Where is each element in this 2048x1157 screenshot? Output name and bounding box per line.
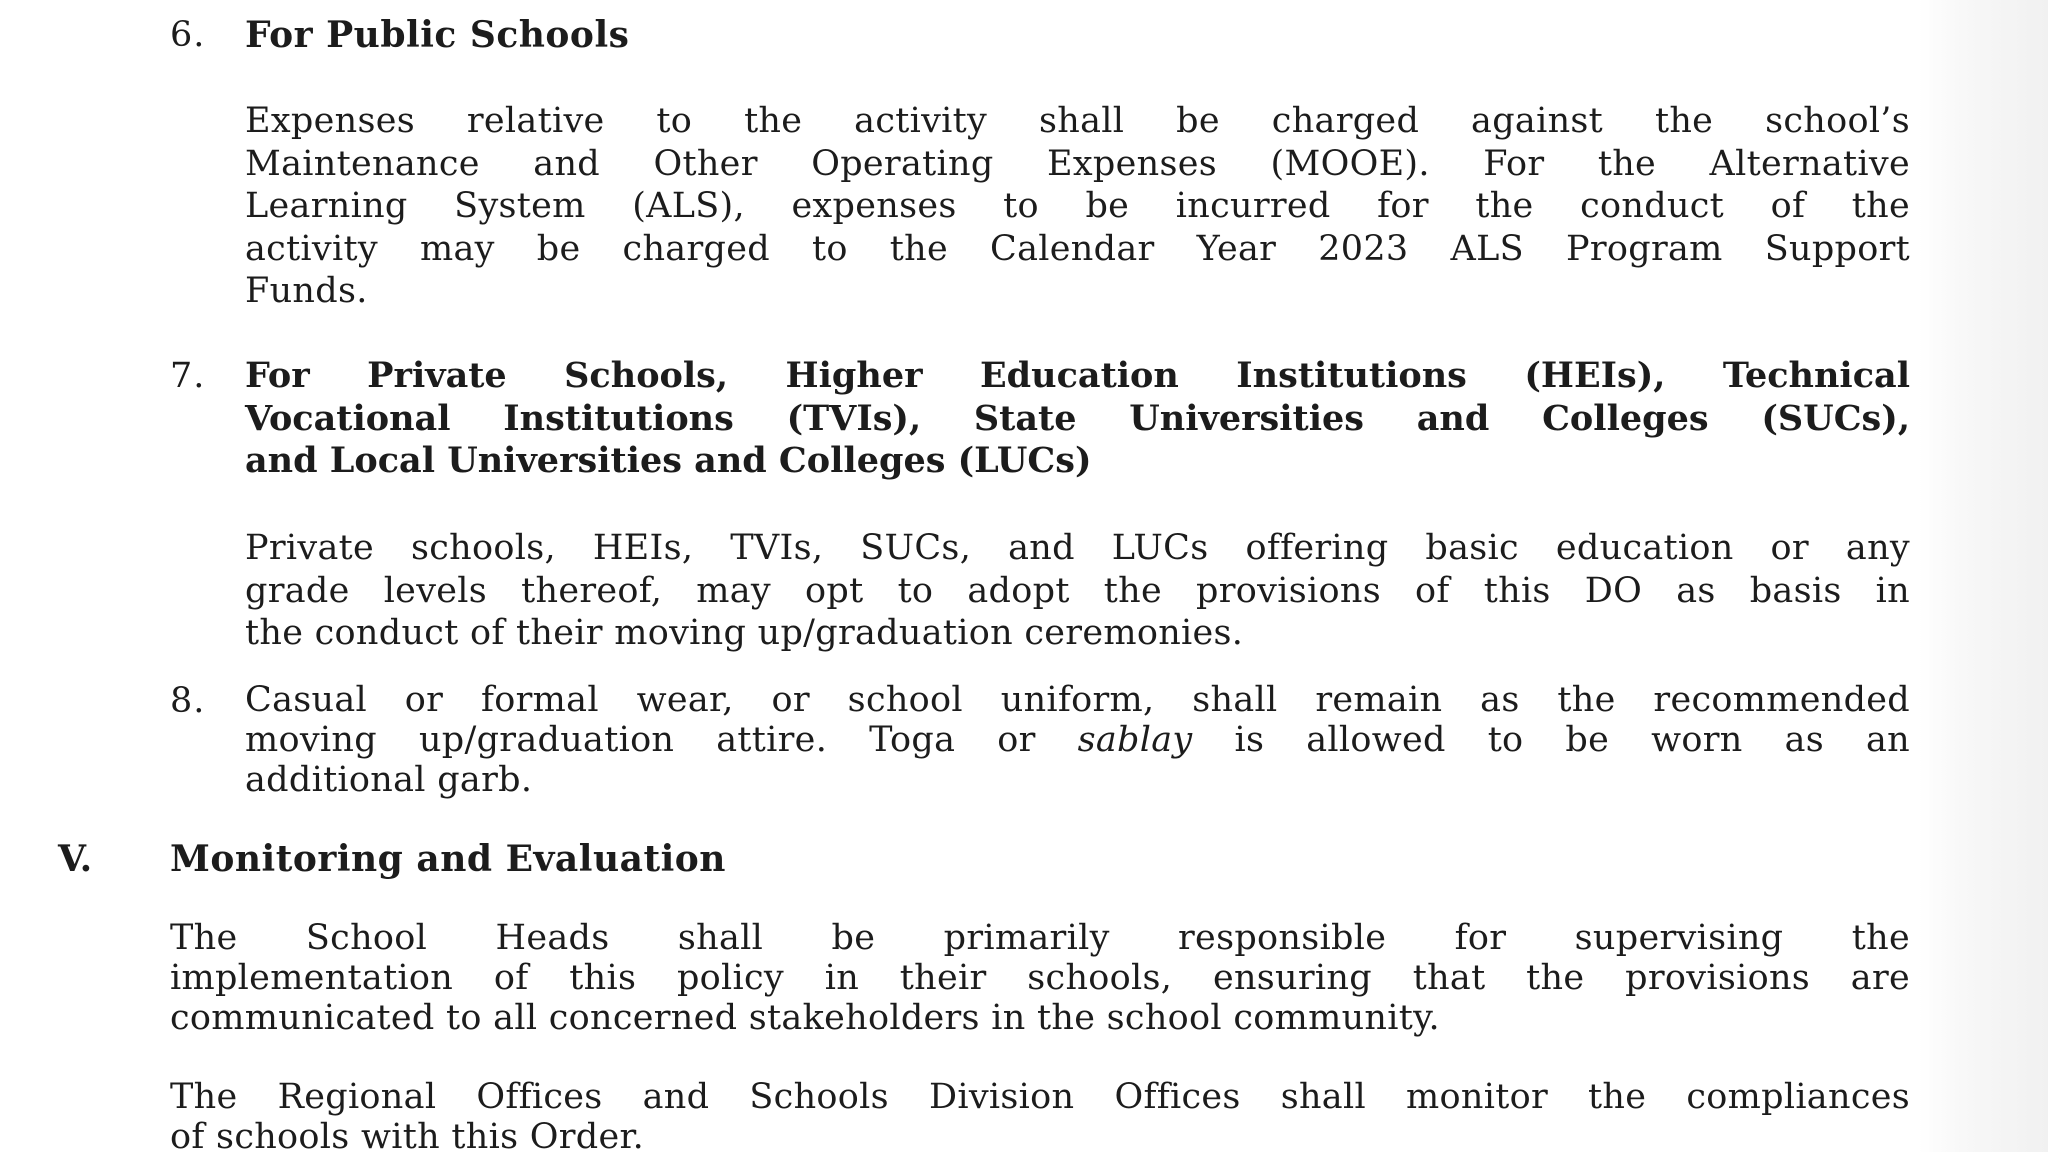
- item-7-heading: [245, 355, 1910, 483]
- item-8-line-text: moving up/graduation attire. Toga or: [245, 720, 1078, 760]
- item-6-line: Funds.: [245, 271, 368, 311]
- section-v-line: implementation of this policy in their schools, ensuring that the provisions are: [170, 958, 1910, 998]
- item-8-paragraph: [245, 680, 1910, 800]
- page-edge-shadow: [1918, 0, 2048, 1152]
- item-7-heading-line: and Local Universities and Colleges (LUCs): [245, 440, 1092, 481]
- item-6-line: activity may be charged to the Calendar Year 2023 ALS Program Support: [245, 228, 1910, 269]
- item-6-line: Learning System (ALS), expenses to be incurred for the conduct of the: [245, 186, 1910, 226]
- item-8-number: 8.: [170, 681, 206, 721]
- item-6-number: 6.: [170, 15, 206, 55]
- section-v-line: The School Heads shall be primarily responsible for supervising the: [170, 918, 1910, 958]
- item-8-line-text: is allowed to be worn as an: [1192, 720, 1910, 760]
- item-7-line: the conduct of their moving up/graduation ceremonies.: [245, 613, 1244, 653]
- item-8-italic-term: sablay: [1077, 720, 1193, 760]
- section-v-line: of schools with this Order.: [170, 1117, 645, 1157]
- section-v-heading: Monitoring and Evaluation: [170, 838, 726, 880]
- item-7-paragraph: [245, 527, 1910, 655]
- section-v-paragraph-2: [170, 1077, 1910, 1157]
- item-6-paragraph: [245, 100, 1910, 313]
- item-8-line: [245, 720, 1910, 760]
- item-6-line: Expenses relative to the activity shall be charged against the school’s: [245, 101, 1910, 141]
- item-6-line: Maintenance and Other Operating Expenses (MOOE). For the Alternative: [245, 143, 1910, 184]
- section-v-line: communicated to all concerned stakeholders in the school community.: [170, 998, 1440, 1038]
- item-8-line: additional garb.: [245, 760, 533, 800]
- item-7-heading-line: For Private Schools, Higher Education Institutions (HEIs), Technical: [245, 355, 1910, 396]
- item-7-line: grade levels thereof, may opt to adopt the provisions of this DO as basis in: [245, 570, 1910, 611]
- item-7-line: Private schools, HEIs, TVIs, SUCs, and LUCs offering basic education or any: [245, 528, 1910, 568]
- item-8-line: Casual or formal wear, or school uniform, shall remain as the recommended: [245, 680, 1910, 720]
- section-v-paragraph-1: [170, 918, 1910, 1038]
- item-7-heading-line: Vocational Institutions (TVIs), State Universities and Colleges (SUCs),: [245, 397, 1910, 439]
- item-7-number: 7.: [170, 356, 206, 396]
- section-v-line: The Regional Offices and Schools Division Offices shall monitor the compliances: [170, 1077, 1910, 1117]
- section-v-numeral: V.: [58, 838, 93, 880]
- item-6-heading: For Public Schools: [245, 14, 630, 56]
